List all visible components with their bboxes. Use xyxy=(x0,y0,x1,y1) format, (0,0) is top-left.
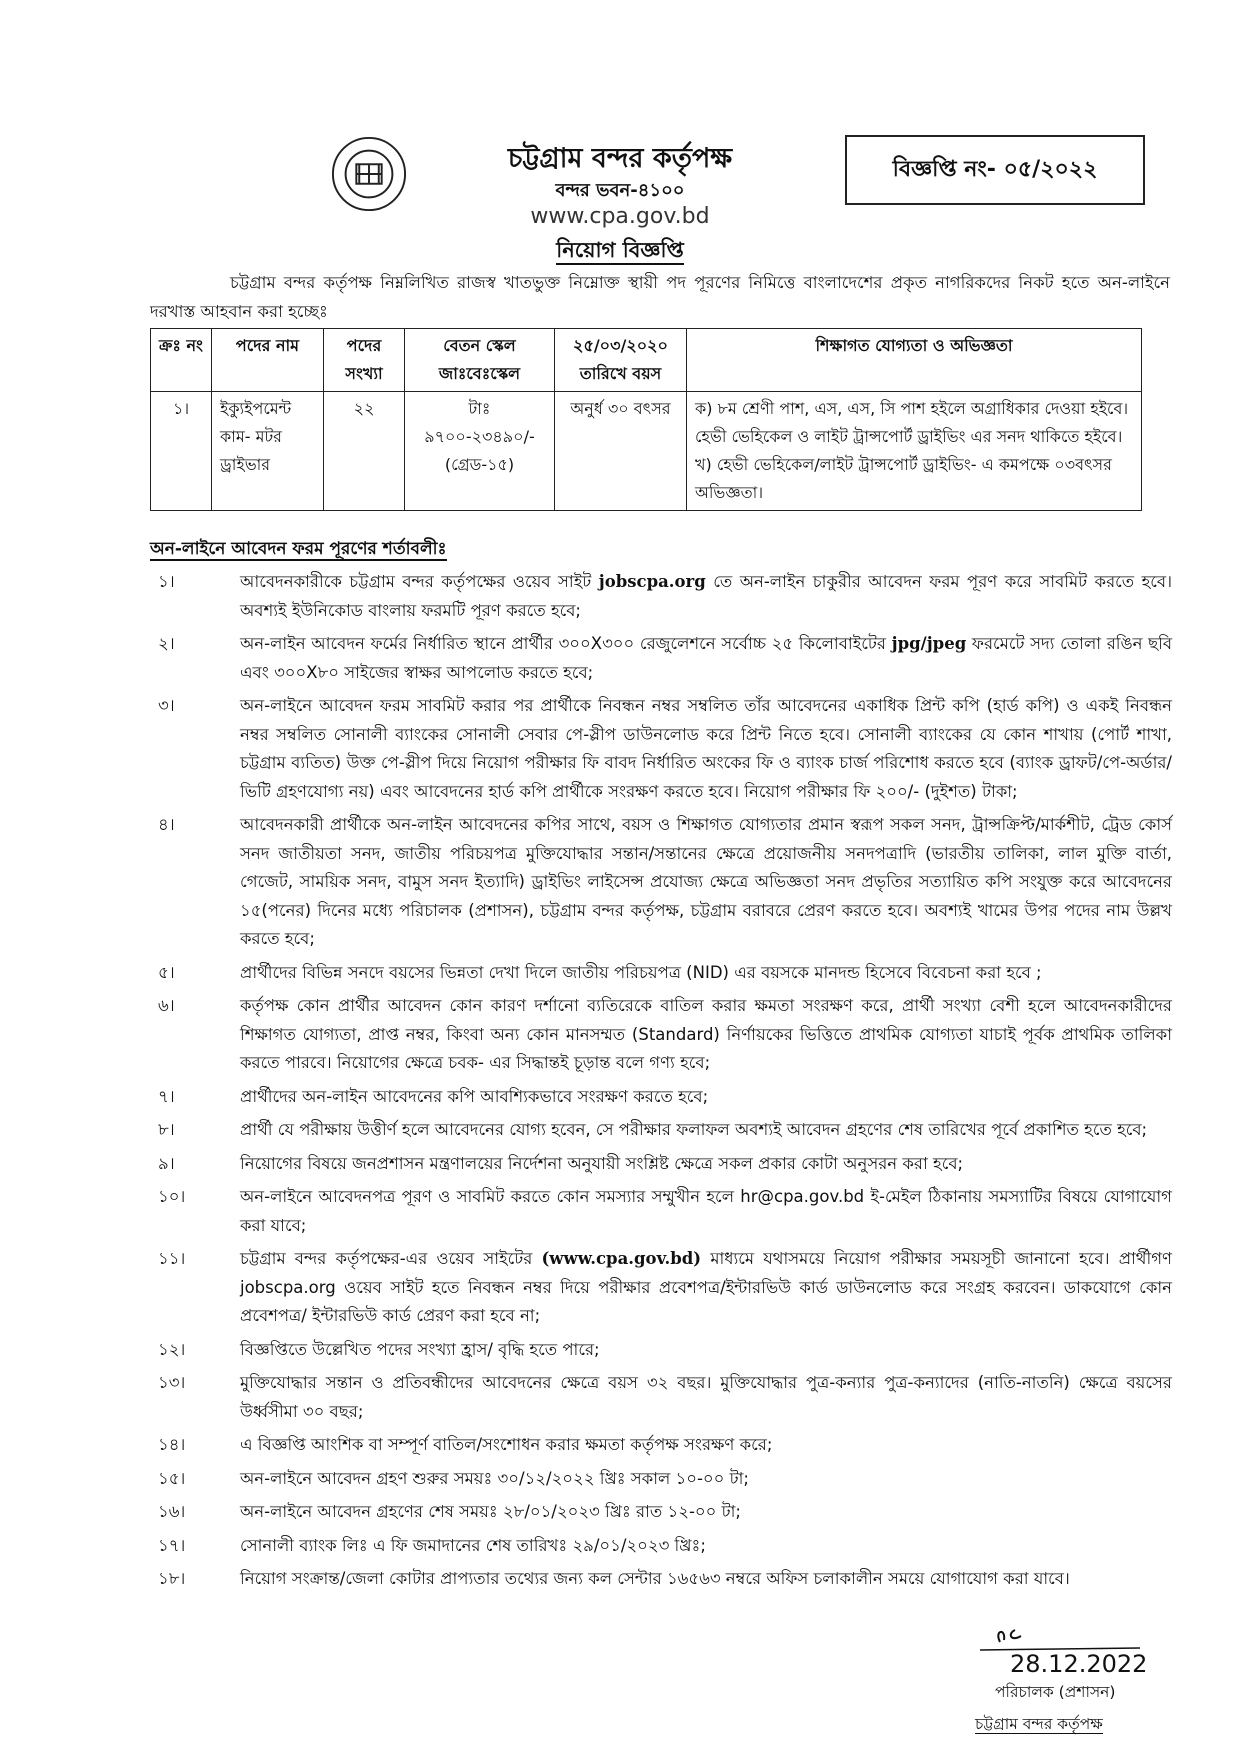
condition-number: ৫। xyxy=(158,962,175,982)
condition-text-part: প্রার্থীদের অন-লাইন আবেদনের কপি আবশ্যিকভাবে সংরক্ষণ করতে হবে; xyxy=(240,1086,709,1106)
condition-number: ৯। xyxy=(158,1153,175,1173)
condition-number: ৩। xyxy=(158,696,175,715)
condition-number: ১৭। xyxy=(158,1535,186,1555)
condition-text-part: নিয়োগ সংক্রান্ত/জেলা কোটার প্রাপ্যতার তথ্যের জন্য কল সেন্টার ১৬৫৬৩ নম্বরে অফিস চলাকালীন সময়ে যোগাযোগ করা যাবে। xyxy=(240,1569,1070,1588)
condition-text-part: মাধ্যমে যথাসময়ে নিয়োগ পরীক্ষার সময়সূচী জানানো হবে। প্রার্থীগণ jobscpa.org ওয়েব সাইট হতে নিবন্ধন নম্বর দিয়ে পরীক্ষার প্রবেশপত্র/ইন্টারভিউ কার্ড ডাউনলোড করে সংগ্রহ করবেন। ডাকযোগে কোন প্রবেশপত্র/ ইন্টারভিউ কার্ড প্রেরণ করা হবে না; xyxy=(240,1249,1172,1325)
conditions-list xyxy=(150,568,1172,1599)
condition-number: ৬। xyxy=(158,996,175,1015)
condition-text-part: প্রার্থী যে পরীক্ষায় উত্তীর্ণ হলে আবেদনের যোগ্য হবেন, সে পরীক্ষার ফলাফল অবশ্যই আবেদন গ্রহণের শেষ তারিখের পূর্বে প্রকাশিত হতে হবে; xyxy=(240,1120,1148,1139)
list-item xyxy=(150,1565,1172,1594)
condition-number: ১৫। xyxy=(158,1468,186,1488)
condition-emphasis: jpg/jpeg xyxy=(891,634,967,653)
intro-paragraph: চট্টগ্রাম বন্দর কর্তৃপক্ষ নিম্নলিখিত রাজস্ব খাতভুক্ত নিম্নোক্ত স্থায়ী পদ পূরণের নিমিত্তে বাংলাদেশের প্রকৃত নাগরিকদের নিকট হতে অন-লাইনে দরখাস্ত আহবান করা হচ্ছেঃ xyxy=(150,273,1170,321)
condition-number: ১৮। xyxy=(158,1569,186,1588)
condition-text-part: আবেদনকারী প্রার্থীকে অন-লাইন আবেদনের কপির সাথে, বয়স ও শিক্ষাগত যোগ্যতার প্রমান স্বরূপ সকল সনদ, ট্রান্সক্রিপ্ট/মার্কশীট, ট্রেড কোর্স সনদ জাতীয়তা সনদ, জাতীয় পরিচয়পত্র মুক্তিযোদ্ধার সন্তান/সন্তানের ক্ষেত্রে প্রয়োজনীয় সনদপত্রাদি (ভারতীয় তালিকা, লাল মুক্তি বার্তা, গেজেট, সাময়িক সনদ, বামুস সনদ ইত্যাদি) ড্রাইভিং লাইসেন্স প্রযোজ্য ক্ষেত্রে অভিজ্ঞতা সনদ প্রভৃতির সত্যায়িত কপি সংযুক্ত করে আবেদনের ১৫(পনের) দিনের মধ্যে পরিচালক (প্রশাসন), চট্টগ্রাম বন্দর কর্তৃপক্ষ, চট্টগ্রাম বরাবরে প্রেরণ করতে হবে। অবশ্যই খামের উপর পদের নাম উল্লখ করতে হবে; xyxy=(240,815,1172,948)
condition-text-part: ফরমেটে সদ্য তোলা রঙিন ছবি এবং ৩০০X৮০ সাইজের স্বাক্ষর আপলোড করতে হবে; xyxy=(240,634,1173,682)
condition-text xyxy=(240,1431,1172,1460)
list-item xyxy=(150,1336,1172,1365)
cell-qualification xyxy=(687,392,1142,511)
col-age: ২৫/০৩/২০২০ তারিখে বয়স xyxy=(555,329,687,392)
notice-title: নিয়োগ বিজ্ঞপ্তি xyxy=(0,234,1240,269)
list-item xyxy=(150,1116,1172,1145)
condition-text-part: প্রার্থীদের বিভিন্ন সনদে বয়সের ভিন্নতা দেখা দিলে জাতীয় পরিচয়পত্র (NID) এর বয়সকে মানদন্ড হিসেবে বিবেচনা করা হবে ; xyxy=(240,962,1042,982)
list-item xyxy=(150,1369,1172,1426)
condition-text xyxy=(240,1465,1172,1494)
condition-number: ১০। xyxy=(158,1187,186,1206)
condition-number: ১৬। xyxy=(158,1502,186,1521)
condition-text-part: অন-লাইনে আবেদন ফরম সাবমিট করার পর প্রার্থীকে নিবন্ধন নম্বর সম্বলিত তাঁর আবেদনের একাধিক প্রিন্ট কপি (হার্ড কপি) ও একই নিবন্ধন নম্বর সম্বলিত সোনালী ব্যাংকের সোনালী সেবার পে-স্লীপ ডাউনলোড করে প্রিন্ট নিতে হবে। সোনালী ব্যাংকের যে কোন শাখায় (পোর্ট শাখা, চট্টগ্রাম ব্যতিত) উক্ত পে-স্লীপ দিয়ে নিয়োগ পরীক্ষার ফি বাবদ নির্ধারিত অংকের ফি ও ব্যাংক চার্জ পরিশোধ করতে হবে (ব্যাংক ড্রাফট/পে-অর্ডার/ভিটি গ্রহণযোগ্য নয়) এবং আবেদনের হার্ড কপি প্রার্থীকে সংরক্ষণ করতে হবে। নিয়োগ পরীক্ষার ফি ২০০/- (দুইশত) টাকা; xyxy=(240,696,1172,801)
condition-text xyxy=(240,1083,1172,1112)
condition-text xyxy=(240,630,1172,687)
col-post-count: পদের সংখ্যা xyxy=(324,329,405,392)
condition-text-part: তে অন-লাইন চাকুরীর আবেদন ফরম পূরণ করে সাবমিট করতে হবে। অবশ্যই ইউনিকোড বাংলায় ফরমটি পূরণ করতে হবে; xyxy=(240,572,1172,620)
condition-text xyxy=(240,568,1172,625)
col-pay-scale: বেতন স্কেল জাঃবেঃস্কেল xyxy=(405,329,555,392)
condition-text xyxy=(240,1336,1172,1365)
list-item xyxy=(150,992,1172,1078)
list-item xyxy=(150,1532,1172,1561)
list-item xyxy=(150,1465,1172,1494)
condition-text-part: মুক্তিযোদ্ধার সন্তান ও প্রতিবন্ধীদের আবেদনের ক্ষেত্রে বয়স ৩২ বছর। মুক্তিযোদ্ধার পুত্র-কন্যার পুত্র-কন্যাদের (নাতি-নাতনি) ক্ষেত্রে বয়সের উর্ধ্বসীমা ৩০ বছর; xyxy=(240,1373,1172,1421)
condition-emphasis: (www.cpa.gov.bd) xyxy=(541,1249,702,1268)
condition-text xyxy=(240,1498,1172,1527)
list-item xyxy=(150,1150,1172,1179)
condition-text-part: আবেদনকারীকে চট্টগ্রাম বন্দর কর্তৃপক্ষের ওয়েব সাইট xyxy=(240,572,599,591)
condition-number: ৪। xyxy=(158,815,175,834)
condition-text xyxy=(240,1565,1172,1594)
cell-post-count: ২২ xyxy=(324,392,405,511)
condition-text xyxy=(240,1369,1172,1426)
condition-number: ১৪। xyxy=(158,1435,186,1454)
condition-text-part: সোনালী ব্যাংক লিঃ এ ফি জমাদানের শেষ তারিখঃ ২৯/০১/২০২৩ খ্রিঃ; xyxy=(240,1535,706,1555)
signature-date: 28.12.2022 xyxy=(1010,1650,1148,1678)
list-item xyxy=(150,1183,1172,1240)
notice-reference-box: বিজ্ঞপ্তি নং- ০৫/২০২২ xyxy=(845,135,1145,205)
col-serial: ক্রঃ নং xyxy=(151,329,212,392)
signatory-designation: পরিচালক (প্রশাসন) xyxy=(995,1683,1116,1701)
cell-post-name: ইক্যুইপমেন্ট কাম- মটর ড্রাইভার xyxy=(212,392,324,511)
condition-text-part: অন-লাইন আবেদন ফর্মের নির্ধারিত স্থানে প্রার্থীর ৩০০X৩০০ রেজুলেশনে সর্বোচ্চ ২৫ কিলোবাইটের xyxy=(240,634,892,653)
condition-text-part: এ বিজ্ঞপ্তি আংশিক বা সম্পূর্ণ বাতিল/সংশোধন করার ক্ষমতা কর্তৃপক্ষ সংরক্ষণ করে; xyxy=(240,1435,773,1454)
condition-text-part: কর্তৃপক্ষ কোন প্রার্থীর আবেদন কোন কারণ দর্শানো ব্যতিরেকে বাতিল করার ক্ষমতা সংরক্ষণ করে, প্রার্থী সংখ্যা বেশী হলে আবেদনকারীদের শিক্ষাগত যোগ্যতা, প্রাপ্ত নম্বর, কিংবা অন্য কোন মানসম্মত (Standard) নির্ণায়কের ভিত্তিতে প্রাথমিক যোগ্যতা যাচাই পূর্বক প্রাথমিক তালিকা করতে পারবে। নিয়োগের ক্ষেত্রে চবক- এর সিদ্ধান্তই চূড়ান্ত বলে গণ্য হবে; xyxy=(240,996,1172,1072)
condition-number: ১২। xyxy=(158,1339,186,1359)
signatory-organization: চট্টগ্রাম বন্দর কর্তৃপক্ষ xyxy=(975,1715,1103,1733)
condition-number: ১১। xyxy=(158,1249,186,1268)
condition-text xyxy=(240,692,1172,806)
organization-name: চট্টগ্রাম বন্দর কর্তৃপক্ষ xyxy=(507,143,733,174)
list-item xyxy=(150,1245,1172,1331)
list-item xyxy=(150,568,1172,625)
condition-text-part: চট্টগ্রাম বন্দর কর্তৃপক্ষের-এর ওয়েব সাইটের xyxy=(240,1249,542,1268)
condition-number: ৮। xyxy=(158,1120,175,1139)
condition-emphasis: jobscpa.org xyxy=(598,572,706,591)
organization-address: বন্দর ভবন-৪১০০ xyxy=(555,180,685,201)
condition-text-part: বিজ্ঞপ্তিতে উল্লেখিত পদের সংখ্যা হ্রাস/ বৃদ্ধি হতে পারে; xyxy=(240,1339,600,1359)
cell-pay-scale: টাঃ ৯৭০০-২৩৪৯০/- (গ্রেড-১৫) xyxy=(405,392,555,511)
condition-number: ১৩। xyxy=(158,1373,186,1392)
list-item xyxy=(150,630,1172,687)
organization-website: www.cpa.gov.bd xyxy=(530,204,710,229)
table-header-row xyxy=(151,329,1142,392)
cell-serial: ১। xyxy=(151,392,212,511)
list-item xyxy=(150,811,1172,954)
condition-text-part: অন-লাইনে আবেদন গ্রহণ শুরুর সময়ঃ ৩০/১২/২০২২ খ্রিঃ সকাল ১০-০০ টা; xyxy=(240,1468,749,1488)
condition-number: ৭। xyxy=(158,1086,175,1106)
condition-text xyxy=(240,959,1172,988)
table-row xyxy=(151,392,1142,511)
col-qualification: শিক্ষাগত যোগ্যতা ও অভিজ্ঞতা xyxy=(687,329,1142,392)
condition-text-part: নিয়োগের বিষয়ে জনপ্রশাসন মন্ত্রণালয়ের নির্দেশনা অনুযায়ী সংশ্লিষ্ট ক্ষেত্রে সকল প্রকার কোটা অনুসরন করা হবে; xyxy=(240,1153,964,1173)
cell-age: অনুর্ধ ৩০ বৎসর xyxy=(555,392,687,511)
condition-text xyxy=(240,992,1172,1078)
list-item xyxy=(150,1083,1172,1112)
qualification-a: ক) ৮ম শ্রেণী পাশ, এস, এস, সি পাশ হইলে অগ্রাধিকার দেওয়া হইবে। হেভী ভেহিকেল ও লাইট ট্রান্সপোর্ট ড্রাইভিং এর সনদ থাকিতে হইবে। xyxy=(695,399,1129,446)
condition-number: ১। xyxy=(158,572,175,591)
condition-text xyxy=(240,1116,1172,1145)
condition-text xyxy=(240,1183,1172,1240)
col-post-name: পদের নাম xyxy=(212,329,324,392)
qualification-b: খ) হেভী ভেহিকেল/লাইট ট্রান্সপোর্ট ড্রাইভিং- এ কমপক্ষে ০৩বৎসর অভিজ্ঞতা। xyxy=(695,455,1112,502)
signature-mark xyxy=(940,1620,1170,1680)
vacancy-table xyxy=(150,328,1142,511)
list-item xyxy=(150,692,1172,806)
conditions-title: অন-লাইনে আবেদন ফরম পূরণের শর্তাবলীঃ xyxy=(150,539,447,559)
condition-text xyxy=(240,1150,1172,1179)
list-item xyxy=(150,1498,1172,1527)
condition-text xyxy=(240,1532,1172,1561)
condition-text xyxy=(240,811,1172,954)
condition-text-part: অন-লাইনে আবেদনপত্র পূরণ ও সাবমিট করতে কোন সমস্যার সম্মুখীন হলে hr@cpa.gov.bd ই-মেইল ঠিকানায় সমস্যাটির বিষয়ে যোগাযোগ করা যাবে; xyxy=(240,1187,1172,1235)
list-item xyxy=(150,959,1172,988)
condition-number: ২। xyxy=(158,634,175,653)
condition-text-part: অন-লাইনে আবেদন গ্রহণের শেষ সময়ঃ ২৮/০১/২০২৩ খ্রিঃ রাত ১২-০০ টা; xyxy=(240,1502,741,1521)
condition-text xyxy=(240,1245,1172,1331)
list-item xyxy=(150,1431,1172,1460)
